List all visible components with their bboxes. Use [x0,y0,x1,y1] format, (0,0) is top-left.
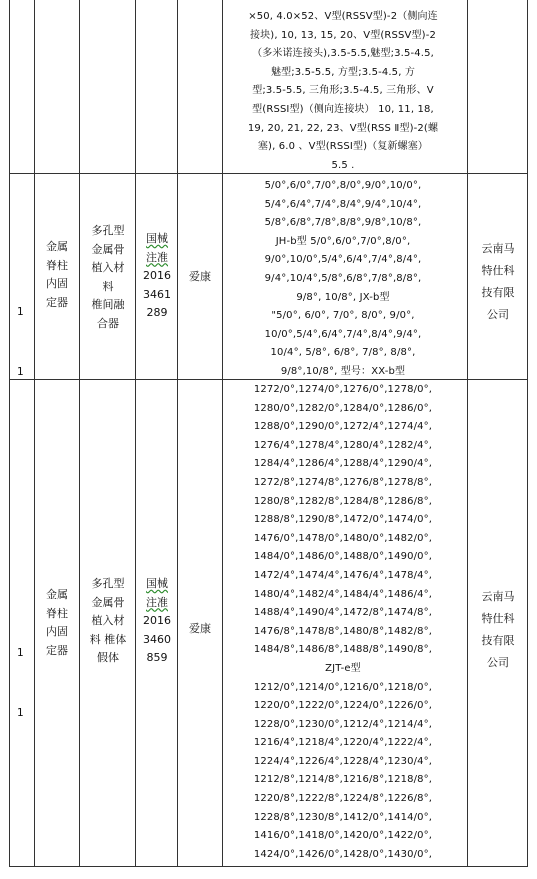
reg-line: 289 [146,306,168,320]
spec-line: 1220/0°,1222/0°,1224/0°,1226/0°, [253,700,433,712]
category-line: 脊柱 [46,258,68,272]
category-line: 定器 [46,295,68,309]
spec-line: 9/0°,10/0°,5/4°,6/4°,7/4°,8/4°, [264,254,422,266]
spec-line: 1484/0°,1486/0°,1488/0°,1490/0°, [253,551,433,563]
reg-line: 3461 [143,287,171,301]
spec-line: 型;3.5-5.5, 三角形;3.5-4.5, 三角形、V [252,85,434,97]
product-line: 植入材 [91,261,125,275]
reg-line: 2016 [143,269,171,283]
row1-number [17,262,24,402]
supplier-line: 云南马 [481,242,515,255]
spec-line: 5.5 . [331,159,355,171]
supplier-line: 公司 [487,308,509,321]
row2-number [17,603,24,743]
spec-line: 5/8°,6/8°,7/8°,8/8°,9/8°,10/8°, [264,217,422,229]
spec-line: 1424/0°,1426/0°,1428/0°,1430/0°, [253,848,433,860]
spec-line: 1276/4°,1278/4°,1280/4°,1282/4°, [253,439,433,451]
spec-line: 1228/8°,1230/8°,1412/0°,1414/0°, [253,811,433,823]
spec-line: 1212/8°,1214/8°,1216/8°,1218/8°, [253,774,433,786]
spec-line: 5/4°,6/4°,7/4°,8/4°,9/4°,10/4°, [264,198,422,210]
supplier-line: 特仕科 [481,264,515,277]
table-border-left [9,0,10,867]
spec-line: 5/0°,6/0°,7/0°,8/0°,9/0°,10/0°, [264,180,422,191]
category-line: 金属 [46,240,68,253]
spec-line: 魅型;3.5-5.5, 方型;3.5-4.5, 方 [270,66,416,78]
spec-line: ZJT-e型 [325,662,361,674]
spec-line: 1476/0°,1478/0°,1480/0°,1482/0°, [253,532,433,544]
row-number-a: 1 [17,306,24,318]
spec-line: 9/4°,10/4°,5/8°,6/8°,7/8°,8/8°, [264,272,422,284]
spec-line: 1280/0°,1282/0°,1284/0°,1286/0°, [253,402,433,414]
reg-line: 注准 [146,595,168,609]
product-line: 料 椎体 [89,632,127,646]
reg-line: 注准 [146,250,168,264]
row2-category [38,586,76,660]
spec-line: （多米诺连接头),3.5-5.5,魅型;3.5-4.5, [252,48,434,60]
col-divider [34,0,35,867]
supplier-line: 技有限 [481,286,515,299]
col-divider [467,0,468,867]
manufacturer-text: 爱康 [189,270,211,283]
spec-line: 1224/4°,1226/4°,1228/4°,1230/4°, [253,755,433,767]
spec-line: 1284/4°,1286/4°,1288/4°,1290/4°, [253,458,433,470]
row1-manufacturer [180,268,220,287]
product-line: 多孔型 [91,577,125,590]
col-divider [177,0,178,867]
reg-line: 859 [146,651,168,665]
spec-line: 10/4°, 5/8°, 6/8°, 7/8°, 8/8°, [270,347,416,359]
row1-supplier [470,238,526,326]
spec-line: 1288/8°,1290/8°,1472/0°,1474/0°, [253,514,433,526]
spec-line: 型(RSSⅠ型)（侧向连接块） 10, 11, 18, [252,103,434,115]
row2-spec-cell [219,381,467,864]
spec-line: 接块), 10, 13, 15, 20、V型(RSSⅤ型)-2 [250,29,436,41]
spec-line: 塞), 6.0 、V型(RSSⅠ型)（复新螺塞） [257,141,429,153]
product-line: 合器 [97,316,119,330]
row0-spec-cell [219,8,467,175]
row1-product-name [82,222,134,334]
reg-line: 3460 [143,632,171,646]
table-border-right [527,0,528,867]
product-line: 假体 [97,651,119,665]
row2-manufacturer [180,620,220,639]
spec-line: 1272/8°,1274/8°,1276/8°,1278/8°, [253,476,433,488]
supplier-line: 云南马 [481,590,515,603]
spec-line: 1280/8°,1282/8°,1284/8°,1286/8°, [253,495,433,507]
product-line: 金属骨 [91,242,125,256]
category-line: 定器 [46,643,68,657]
row2-registration [138,575,176,668]
spec-line: 1472/4°,1474/4°,1476/4°,1478/4°, [253,569,433,581]
row-number-a: 1 [17,647,24,659]
reg-line: 国械 [146,577,168,590]
row1-registration [138,230,176,323]
row2-supplier [470,586,526,674]
product-line: 多孔型 [91,224,125,237]
spec-line: ×50, 4.0×52、V型(RSSⅤ型)-2（侧向连 [248,11,438,22]
row-number-b: 1 [17,707,24,719]
row2-product-name [82,575,134,668]
reg-line: 2016 [143,614,171,628]
manufacturer-text: 爱康 [189,622,211,635]
category-line: 金属 [46,588,68,601]
spec-line: 1480/4°,1482/4°,1484/4°,1486/4°, [253,588,433,600]
spec-line: 1212/0°,1214/0°,1216/0°,1218/0°, [253,681,433,693]
product-line: 椎间融 [91,298,125,312]
row-number-b: 1 [17,366,24,378]
spec-line: "5/0°, 6/0°, 7/0°, 8/0°, 9/0°, [271,310,415,322]
supplier-line: 特仕科 [481,612,515,625]
spec-line: 1272/0°,1274/0°,1276/0°,1278/0°, [253,384,433,395]
col-divider [79,0,80,867]
spec-line: 1488/4°,1490/4°,1472/8°,1474/8°, [253,607,433,619]
spec-line: 9/8°,10/8°, 型号：XX-b型 [280,365,406,377]
category-line: 内固 [46,625,68,639]
category-line: 内固 [46,277,68,291]
spec-line: 19, 20, 21, 22, 23、V型(RSS Ⅱ型)-2(螺 [247,122,439,134]
spec-line: 1484/8°,1486/8°,1488/8°,1490/8°, [253,644,433,656]
product-line: 植入材 [91,614,125,628]
row1-spec-cell [219,177,467,382]
col-divider [135,0,136,867]
spec-line: 1228/0°,1230/0°,1212/4°,1214/4°, [253,718,433,730]
supplier-line: 公司 [487,656,509,669]
row1-category [38,238,76,312]
spec-line: 9/8°, 10/8°, JX-b型 [296,291,390,303]
spec-line: 1216/4°,1218/4°,1220/4°,1222/4°, [253,737,433,749]
table-border-bottom [9,866,528,867]
supplier-line: 技有限 [481,634,515,647]
product-line: 料 [102,279,114,293]
spec-line: 1476/8°,1478/8°,1480/8°,1482/8°, [253,625,433,637]
spec-line: 1220/8°,1222/8°,1224/8°,1226/8°, [253,793,433,805]
spec-line: 1288/0°,1290/0°,1272/4°,1274/4°, [253,421,433,433]
product-line: 金属骨 [91,595,125,609]
spec-line: 1416/0°,1418/0°,1420/0°,1422/0°, [253,830,433,842]
spec-line: 10/0°,5/4°,6/4°,7/4°,8/4°,9/4°, [264,328,422,340]
reg-line: 国械 [146,232,168,245]
category-line: 脊柱 [46,606,68,620]
spec-line: JH-b型 5/0°,6/0°,7/0°,8/0°, [275,235,411,247]
